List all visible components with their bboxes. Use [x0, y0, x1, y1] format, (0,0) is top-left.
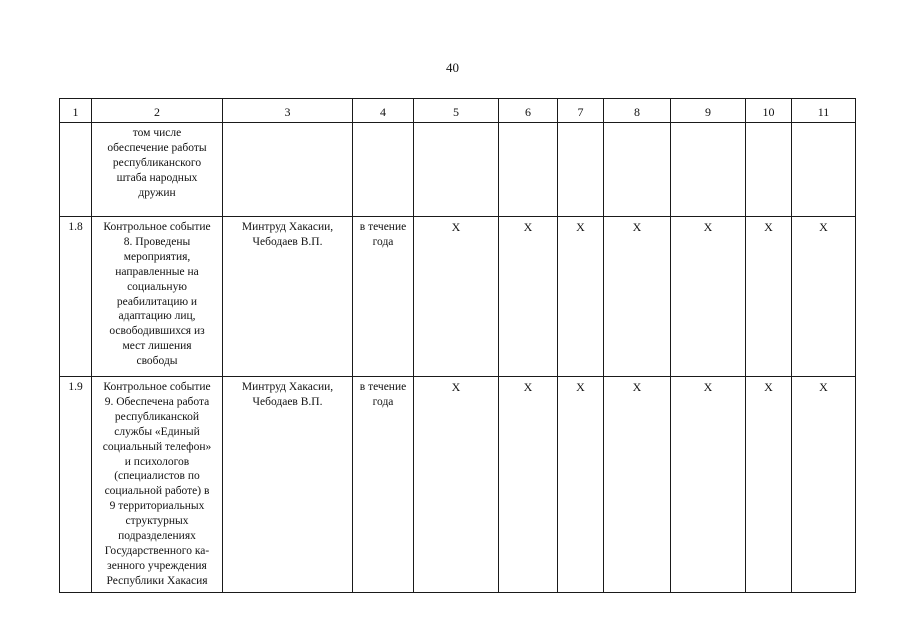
plan-table	[59, 98, 856, 593]
mark-col-6: X	[499, 377, 558, 593]
column-header-10: 10	[746, 99, 792, 123]
mark-col-5	[414, 123, 499, 217]
column-header-2: 2	[92, 99, 223, 123]
column-header-11: 11	[792, 99, 856, 123]
column-header-8: 8	[604, 99, 671, 123]
mark-col-6	[499, 123, 558, 217]
mark-col-11: X	[792, 377, 856, 593]
event-description: Контрольное событие 9. Обеспечена работа республиканской службы «Единый социальный телефон» и психологов (специалистов по социальной работе) в 9 территориальных структурных подразделениях Государственного ка- зенного учреждения Республики Хакасия	[92, 377, 223, 593]
event-description: том числе обеспечение работы республиканского штаба народных дружин	[92, 123, 223, 217]
executor: Минтруд Хакасии, Чебодаев В.П.	[223, 377, 353, 593]
mark-col-7	[558, 123, 604, 217]
mark-col-11	[792, 123, 856, 217]
table-row	[60, 217, 856, 377]
column-header-1: 1	[60, 99, 92, 123]
column-header-4: 4	[353, 99, 414, 123]
page-number: 40	[446, 60, 459, 75]
mark-col-7: X	[558, 377, 604, 593]
column-header-7: 7	[558, 99, 604, 123]
mark-col-8: X	[604, 377, 671, 593]
mark-col-8: X	[604, 217, 671, 377]
column-header-9: 9	[671, 99, 746, 123]
event-description: Контрольное событие 8. Проведены мероприятия, направленные на социальную реабилитацию и адаптацию лиц, освободившихся из мест лишения свободы	[92, 217, 223, 377]
mark-col-10: X	[746, 377, 792, 593]
mark-col-6: X	[499, 217, 558, 377]
item-number: 1.9	[60, 377, 92, 593]
mark-col-9: X	[671, 377, 746, 593]
executor: Минтруд Хакасии, Чебодаев В.П.	[223, 217, 353, 377]
mark-col-8	[604, 123, 671, 217]
item-number: 1.8	[60, 217, 92, 377]
mark-col-11: X	[792, 217, 856, 377]
table-row	[60, 377, 856, 593]
mark-col-7: X	[558, 217, 604, 377]
table-row	[60, 123, 856, 217]
item-number	[60, 123, 92, 217]
column-header-6: 6	[499, 99, 558, 123]
mark-col-10: X	[746, 217, 792, 377]
mark-col-10	[746, 123, 792, 217]
column-header-3: 3	[223, 99, 353, 123]
mark-col-9	[671, 123, 746, 217]
mark-col-9: X	[671, 217, 746, 377]
term: в течение года	[353, 217, 414, 377]
mark-col-5: X	[414, 217, 499, 377]
term	[353, 123, 414, 217]
mark-col-5: X	[414, 377, 499, 593]
column-header-5: 5	[414, 99, 499, 123]
executor	[223, 123, 353, 217]
table-header-row	[60, 99, 856, 123]
term: в течение года	[353, 377, 414, 593]
